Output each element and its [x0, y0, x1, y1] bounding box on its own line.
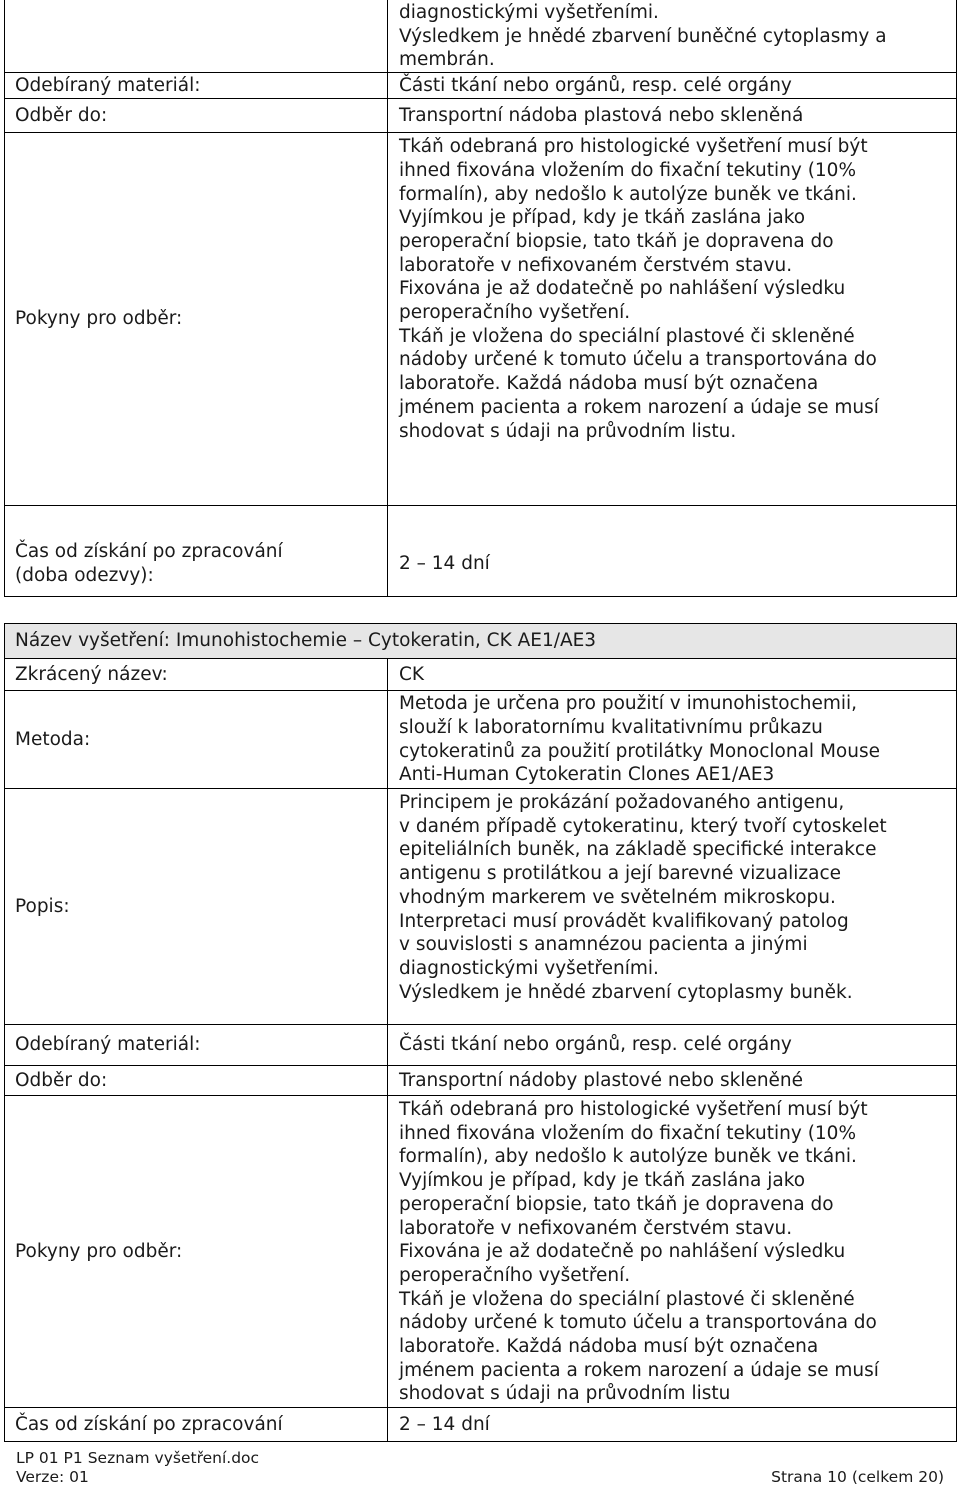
pokyny-value: Tkáň odebraná pro histologické vyšetření musí být ihned fixována vložením do fixační tekutiny (10% formalín), aby nedošlo k autolýze buněk ve tkáni. Vyjímkou je případ, kdy je tkáň zaslána jako peroperační biopsie, tato tkáň je dopravena do laboratoře v nefixovaném čerstvém stavu. Fixována je až dodatečně po nahlášení výsledku peroperačního vyšetření. Tkáň je vložena do speciální plastové či skleněné nádoby určené k tomuto účelu a transportována do laboratoře. Každá nádoba musí být označena jménem pacienta a rokem narození a údaje se musí shodovat s údaji na průvodním listu — [388, 1096, 957, 1408]
pokyny-label: Pokyny pro odběr: — [5, 1096, 388, 1408]
material-value: Části tkání nebo orgánů, resp. celé orgány — [388, 73, 957, 99]
material-label: Odebíraný materiál: — [5, 1025, 388, 1066]
popis-label: Popis: — [5, 789, 388, 1025]
cytokeratin-exam-table — [4, 623, 957, 1442]
material-label: Odebíraný materiál: — [5, 73, 388, 99]
popis-value: Principem je prokázání požadovaného antigenu, v daném případě cytokeratinu, který tvoří cytoskelet epiteliálních buněk, na základě specifické interakce antigenu s protilátkou a její barevné vizualizace vhodným markerem ve světelném mikroskopu. Interpretaci musí provádět kvalifikovaný patolog v souvislosti s anamnézou pacienta a jinými diagnostickými vyšetřeními. Výsledkem je hnědé zbarvení cytoplasmy buněk. — [388, 789, 957, 1025]
footer-page-number: Strana 10 (celkem 20) — [771, 1468, 944, 1486]
footer-version: Verze: 01 — [16, 1468, 89, 1486]
material-value: Části tkání nebo orgánů, resp. celé orgány — [388, 1025, 957, 1066]
pokyny-label: Pokyny pro odběr: — [5, 133, 388, 506]
desc-tail-value: diagnostickými vyšetřeními. Výsledkem je hnědé zbarvení buněčné cytoplasmy a membrán. — [388, 0, 957, 73]
metoda-value: Metoda je určena pro použití v imunohistochemii, slouží k laboratornímu kvalitativnímu průkazu cytokeratinů za použití protilátky Monoclonal Mouse Anti-Human Cytokeratin Clones AE1/AE3 — [388, 691, 957, 789]
odber-value: Transportní nádoby plastové nebo skleněné — [388, 1066, 957, 1096]
pokyny-value: Tkáň odebraná pro histologické vyšetření musí být ihned fixována vložením do fixační tekutiny (10% formalín), aby nedošlo k autolýze buněk ve tkáni. Vyjímkou je případ, kdy je tkáň zaslána jako peroperační biopsie, tato tkáň je dopravena do laboratoře v nefixovaném čerstvém stavu. Fixována je až dodatečně po nahlášení výsledku peroperačního vyšetření. Tkáň je vložena do speciální plastové či skleněné nádoby určené k tomuto účelu a transportována do laboratoře. Každá nádoba musí být označena jménem pacienta a rokem narození a údaje se musí shodovat s údaji na průvodním listu. — [388, 133, 957, 506]
odber-label: Odběr do: — [5, 99, 388, 133]
cas-label: Čas od získání po zpracování (doba odezvy): — [5, 506, 388, 597]
short-name-label: Zkrácený název: — [5, 659, 388, 691]
footer-doc-name: LP 01 P1 Seznam vyšetření.doc — [16, 1449, 260, 1467]
odber-label: Odběr do: — [5, 1066, 388, 1096]
exam-title: Název vyšetření: Imunohistochemie – Cytokeratin, CK AE1/AE3 — [5, 624, 957, 659]
short-name-value: CK — [388, 659, 957, 691]
top-exam-table — [4, 0, 957, 597]
odber-value: Transportní nádoba plastová nebo skleněná — [388, 99, 957, 133]
cas-label: Čas od získání po zpracování — [5, 1408, 388, 1442]
desc-label-cell — [5, 0, 388, 73]
cas-value: 2 – 14 dní — [388, 1408, 957, 1442]
metoda-label: Metoda: — [5, 691, 388, 789]
cas-value: 2 – 14 dní — [388, 506, 957, 597]
